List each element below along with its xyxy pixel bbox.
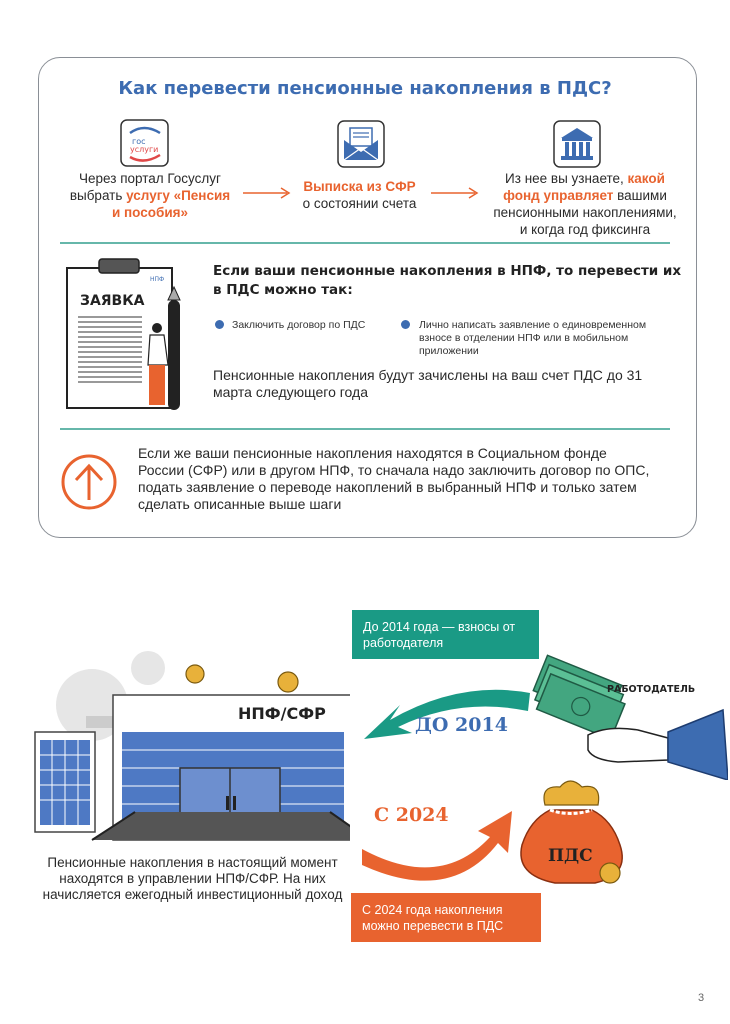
divider-top (60, 242, 670, 244)
bank-icon (553, 120, 601, 168)
employer-money-illustration (518, 650, 728, 780)
gosuslugi-icon-line1: гос (132, 137, 146, 146)
orange-arrow-right (360, 805, 520, 895)
label-since-2024: С 2024 (374, 804, 449, 826)
form-tag: НПФ (150, 276, 165, 283)
gosuslugi-icon (120, 119, 170, 167)
label-before-2014: ДО 2014 (415, 714, 508, 736)
npf-bullet-2: Лично написать заявление о единовременном взносе в отделении НПФ или в мобильном приложении (419, 319, 647, 357)
envelope-icon (337, 120, 385, 168)
arrow-up-icon (60, 453, 118, 511)
before-2014-box: До 2014 года — взносы от работодателя (352, 610, 539, 659)
divider-middle (60, 428, 670, 430)
step1-text: Через портал Госуслуг выбрать услугу «Пенсия и пособия» (69, 171, 231, 220)
npf-bullet-1: Заключить договор по ПДС (232, 319, 366, 331)
employer-label: РАБОТОДАТЕЛЬ (607, 684, 696, 695)
sfr-section-text: Если же ваши пенсионные накопления находятся в Социальном фонде России (СФР) или в другом НПФ, то сначала надо заключить договор по ОПС, подать заявление о переводе накоплений в выбранный НПФ и только затем сделать описанные выше шаги (138, 445, 650, 512)
npf-building-illustration (30, 650, 350, 850)
application-form-illustration (64, 255, 189, 413)
bag-label: ПДС (548, 846, 593, 866)
building-sign: НПФ/СФР (238, 704, 326, 723)
page-number: 3 (698, 992, 705, 1004)
step2-text: Выписка из СФР о состоянии счета (302, 179, 417, 211)
bullet-dot-2 (401, 320, 410, 329)
step3-text: Из нее вы узнаете, какой фонд управляет вашими пенсионными накоплениями, и когда год фиксинга (493, 171, 677, 237)
npf-section-note: Пенсионные накопления будут зачислены на ваш счет ПДС до 31 марта следующего года (213, 367, 643, 400)
page-title: Как перевести пенсионные накопления в ПДС? (118, 78, 612, 99)
since-2024-box: С 2024 года накопления можно перевести в ПДС (351, 893, 541, 942)
pds-money-bag-illustration (510, 775, 640, 890)
npf-caption: Пенсионные накопления в настоящий момент находятся в управлении НПФ/СФР. На них начисляется ежегодный инвестиционный доход (42, 855, 343, 902)
gosuslugi-icon-line2: услуги (130, 145, 159, 154)
form-title: ЗАЯВКА (80, 293, 145, 309)
bullet-dot-1 (215, 320, 224, 329)
npf-section-heading: Если ваши пенсионные накопления в НПФ, то перевести их в ПДС можно так: (213, 263, 682, 298)
arrow-right-icon (243, 186, 291, 200)
